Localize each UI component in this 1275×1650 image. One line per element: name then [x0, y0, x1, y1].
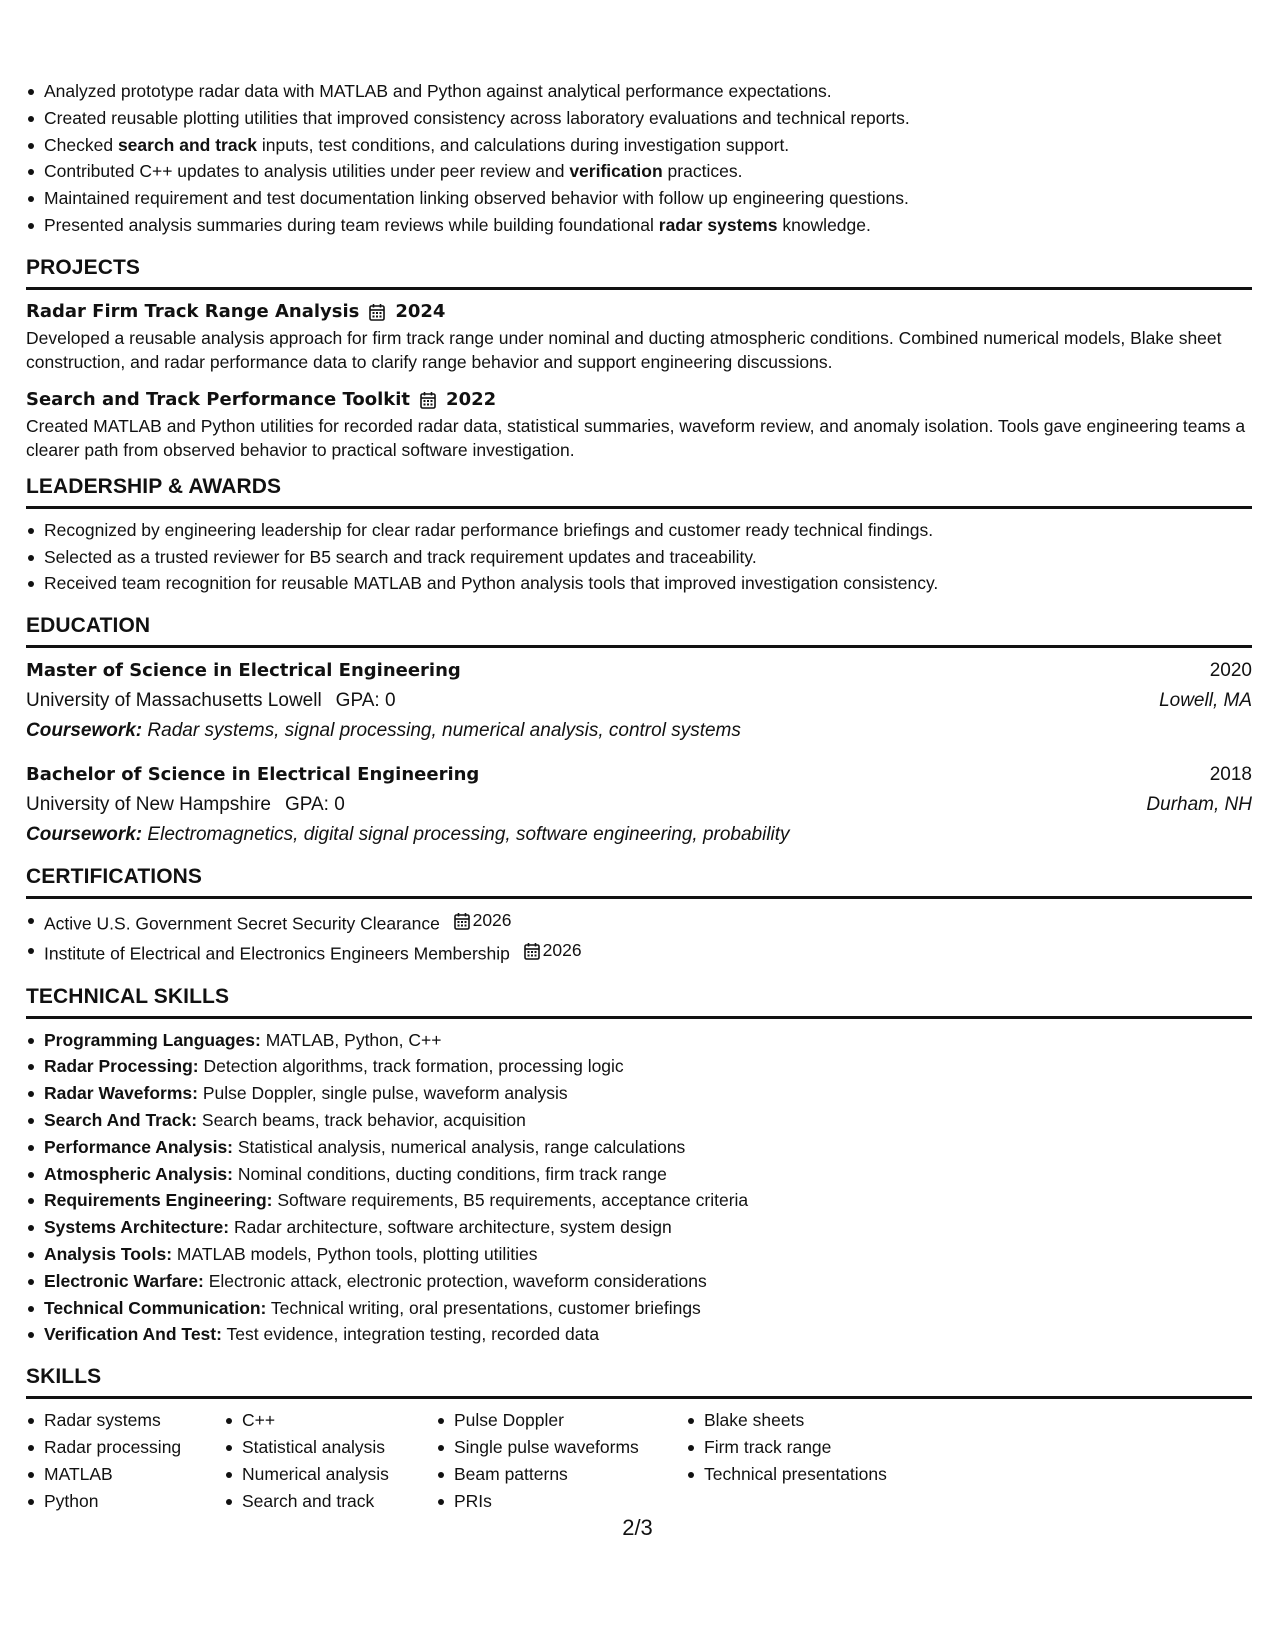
school-location: Lowell, MA — [1159, 690, 1252, 712]
project-year: 2024 — [395, 300, 446, 322]
skill-item: Pulse Doppler — [454, 1407, 686, 1434]
technical-skill-label: Analysis Tools: — [44, 1243, 173, 1264]
skill-item: Blake sheets — [704, 1407, 944, 1434]
calendar-icon — [420, 391, 436, 409]
technical-skill-item — [44, 1295, 1252, 1322]
technical-skill-value: Electronic attack, electronic protection, waveform considerations — [203, 1270, 707, 1291]
skill-item: Technical presentations — [704, 1461, 944, 1488]
skills-column — [26, 1407, 224, 1514]
bullet-text: inputs, test conditions, and calculations during investigation support. — [257, 134, 790, 155]
project-name: Radar Firm Track Range Analysis — [26, 300, 360, 322]
technical-skills-heading: TECHNICAL SKILLS — [26, 984, 1252, 1019]
school-location: Durham, NH — [1146, 794, 1252, 816]
school-info — [26, 686, 396, 716]
bold-keyword: search and track — [117, 134, 258, 155]
education-entry — [26, 656, 1252, 746]
technical-skill-value: Statistical analysis, numerical analysis, range calculations — [233, 1136, 686, 1157]
certifications-heading: CERTIFICATIONS — [26, 864, 1252, 899]
coursework-label: Coursework: — [26, 824, 143, 846]
skill-item: Firm track range — [704, 1434, 944, 1461]
projects-section — [26, 298, 1252, 462]
bold-keyword: radar systems — [658, 214, 778, 235]
leadership-item: Selected as a trusted reviewer for B5 search and track requirement updates and traceability. — [44, 544, 1252, 571]
skill-item: Beam patterns — [454, 1461, 686, 1488]
bullet-text: knowledge. — [777, 214, 871, 235]
technical-skill-label: Search And Track: — [44, 1109, 198, 1130]
technical-skill-item — [44, 1214, 1252, 1241]
certification-name: Active U.S. Government Secret Security Clearance — [44, 913, 440, 934]
certification-item — [44, 907, 1252, 937]
experience-bullet — [44, 78, 1252, 105]
skills-column — [686, 1407, 944, 1514]
skill-item: PRIs — [454, 1488, 686, 1515]
leadership-item: Received team recognition for reusable MATLAB and Python analysis tools that improved investigation consistency. — [44, 570, 1252, 597]
technical-skill-label: Performance Analysis: — [44, 1136, 234, 1157]
skill-item: Radar systems — [44, 1407, 224, 1434]
experience-bullet-list — [26, 78, 1252, 239]
school-info — [26, 790, 345, 820]
education-school-row — [26, 686, 1252, 716]
technical-skill-label: Technical Communication: — [44, 1297, 267, 1318]
experience-bullet — [44, 105, 1252, 132]
calendar-icon — [454, 912, 470, 930]
graduation-year: 2020 — [1209, 660, 1252, 682]
technical-skill-item — [44, 1321, 1252, 1348]
technical-skill-label: Radar Processing: — [44, 1056, 199, 1077]
technical-skill-item — [44, 1080, 1252, 1107]
technical-skill-item — [44, 1161, 1252, 1188]
technical-skill-item — [44, 1134, 1252, 1161]
technical-skill-value: Test evidence, integration testing, recorded data — [221, 1324, 600, 1345]
certification-year: 2026 — [472, 910, 512, 931]
school-name: University of New Hampshire — [26, 794, 271, 816]
technical-skill-label: Programming Languages: — [44, 1029, 261, 1050]
skill-item: Single pulse waveforms — [454, 1434, 686, 1461]
education-school-row — [26, 790, 1252, 820]
skill-item: Python — [44, 1488, 224, 1515]
project-description: Created MATLAB and Python utilities for recorded radar data, statistical summaries, waveform review, and anomaly isolation. Tools gave engineering teams a clearer path from observed behavior to practical software investigation. — [26, 415, 1246, 460]
coursework-row — [26, 820, 1252, 850]
leadership-list — [26, 517, 1252, 597]
skills-column — [224, 1407, 436, 1514]
technical-skill-item — [44, 1268, 1252, 1295]
project-header — [26, 298, 1252, 326]
leadership-item: Recognized by engineering leadership for clear radar performance briefings and customer ready technical findings. — [44, 517, 1252, 544]
technical-skill-value: MATLAB models, Python tools, plotting utilities — [172, 1243, 538, 1264]
technical-skill-value: Software requirements, B5 requirements, acceptance criteria — [272, 1190, 749, 1211]
certification-year: 2026 — [542, 940, 582, 961]
coursework-row — [26, 716, 1252, 746]
bullet-text: Maintained requirement and test documentation linking observed behavior with follow up engineering questions. — [44, 188, 909, 209]
technical-skill-label: Atmospheric Analysis: — [44, 1163, 233, 1184]
skill-item: MATLAB — [44, 1461, 224, 1488]
project-header — [26, 386, 1252, 414]
skill-item: C++ — [242, 1407, 436, 1434]
experience-bullet — [44, 212, 1252, 239]
certification-date — [524, 937, 582, 964]
education-entry — [26, 760, 1252, 850]
technical-skill-label: Requirements Engineering: — [44, 1190, 273, 1211]
skills-heading: SKILLS — [26, 1364, 1252, 1399]
education-section — [26, 656, 1252, 850]
skill-item: Statistical analysis — [242, 1434, 436, 1461]
skill-item: Radar processing — [44, 1434, 224, 1461]
certification-name: Institute of Electrical and Electronics Engineers Membership — [44, 943, 510, 964]
technical-skill-value: Search beams, track behavior, acquisition — [197, 1109, 526, 1130]
technical-skill-label: Systems Architecture: — [44, 1217, 230, 1238]
skills-grid — [26, 1407, 1252, 1514]
gpa: GPA: 0 — [284, 794, 345, 816]
gpa: GPA: 0 — [335, 690, 396, 712]
technical-skill-label: Electronic Warfare: — [44, 1270, 204, 1291]
leadership-heading: LEADERSHIP & AWARDS — [26, 474, 1252, 509]
degree-name: Master of Science in Electrical Engineering — [26, 660, 461, 682]
bullet-text: Analyzed prototype radar data with MATLAB and Python against analytical performance expectations. — [44, 81, 832, 101]
technical-skill-item — [44, 1107, 1252, 1134]
certifications-list — [26, 907, 1252, 967]
coursework-text: Electromagnetics, digital signal processing, software engineering, probability — [147, 824, 790, 846]
certification-item — [44, 937, 1252, 967]
technical-skill-value: Nominal conditions, ducting conditions, firm track range — [233, 1163, 667, 1184]
technical-skill-item — [44, 1187, 1252, 1214]
skills-column — [436, 1407, 686, 1514]
project-year: 2022 — [446, 388, 497, 410]
technical-skill-value: Technical writing, oral presentations, customer briefings — [266, 1297, 701, 1318]
technical-skill-item — [44, 1053, 1252, 1080]
technical-skill-value: Radar architecture, software architecture, system design — [229, 1217, 672, 1238]
bullet-text: practices. — [662, 161, 743, 182]
bullet-text: Presented analysis summaries during team reviews while building foundational — [44, 214, 659, 235]
technical-skill-label: Radar Waveforms: — [44, 1083, 198, 1104]
page-number: 2/3 — [622, 1515, 653, 1540]
certification-date — [454, 907, 512, 934]
experience-bullet — [44, 185, 1252, 212]
resume-page — [26, 78, 1252, 1514]
bold-keyword: verification — [569, 161, 663, 182]
coursework — [26, 716, 741, 746]
degree-name: Bachelor of Science in Electrical Engineering — [26, 764, 480, 786]
calendar-icon — [524, 942, 540, 960]
bullet-text: Created reusable plotting utilities that improved consistency across laboratory evaluations and technical reports. — [44, 107, 910, 128]
technical-skill-label: Verification And Test: — [44, 1324, 222, 1345]
project-name: Search and Track Performance Toolkit — [26, 388, 411, 410]
technical-skill-value: Detection algorithms, track formation, processing logic — [198, 1056, 624, 1077]
skill-item: Numerical analysis — [242, 1461, 436, 1488]
experience-bullet — [44, 158, 1252, 185]
school-name: University of Massachusetts Lowell — [26, 690, 322, 712]
bullet-text: Contributed C++ updates to analysis utilities under peer review and — [44, 161, 570, 182]
technical-skills-list — [26, 1027, 1252, 1349]
bullet-text: Checked — [44, 134, 118, 155]
coursework-label: Coursework: — [26, 720, 143, 742]
projects-heading: PROJECTS — [26, 255, 1252, 290]
education-heading: EDUCATION — [26, 613, 1252, 648]
education-degree-row — [26, 760, 1252, 790]
graduation-year: 2018 — [1209, 764, 1252, 786]
experience-bullet — [44, 132, 1252, 159]
technical-skill-item — [44, 1027, 1252, 1054]
project-description: Developed a reusable analysis approach for firm track range under nominal and ducting atmospheric conditions. Combined numerical models, Blake sheet construction, and radar performance data to clarify range behavior and support engineering discussions. — [26, 327, 1222, 372]
education-degree-row — [26, 656, 1252, 686]
calendar-icon — [369, 303, 385, 321]
coursework-text: Radar systems, signal processing, numerical analysis, control systems — [147, 720, 741, 742]
skill-item: Search and track — [242, 1488, 436, 1515]
technical-skill-value: Pulse Doppler, single pulse, waveform analysis — [197, 1083, 568, 1104]
technical-skill-value: MATLAB, Python, C++ — [260, 1029, 442, 1050]
technical-skill-item — [44, 1241, 1252, 1268]
coursework — [26, 820, 790, 850]
